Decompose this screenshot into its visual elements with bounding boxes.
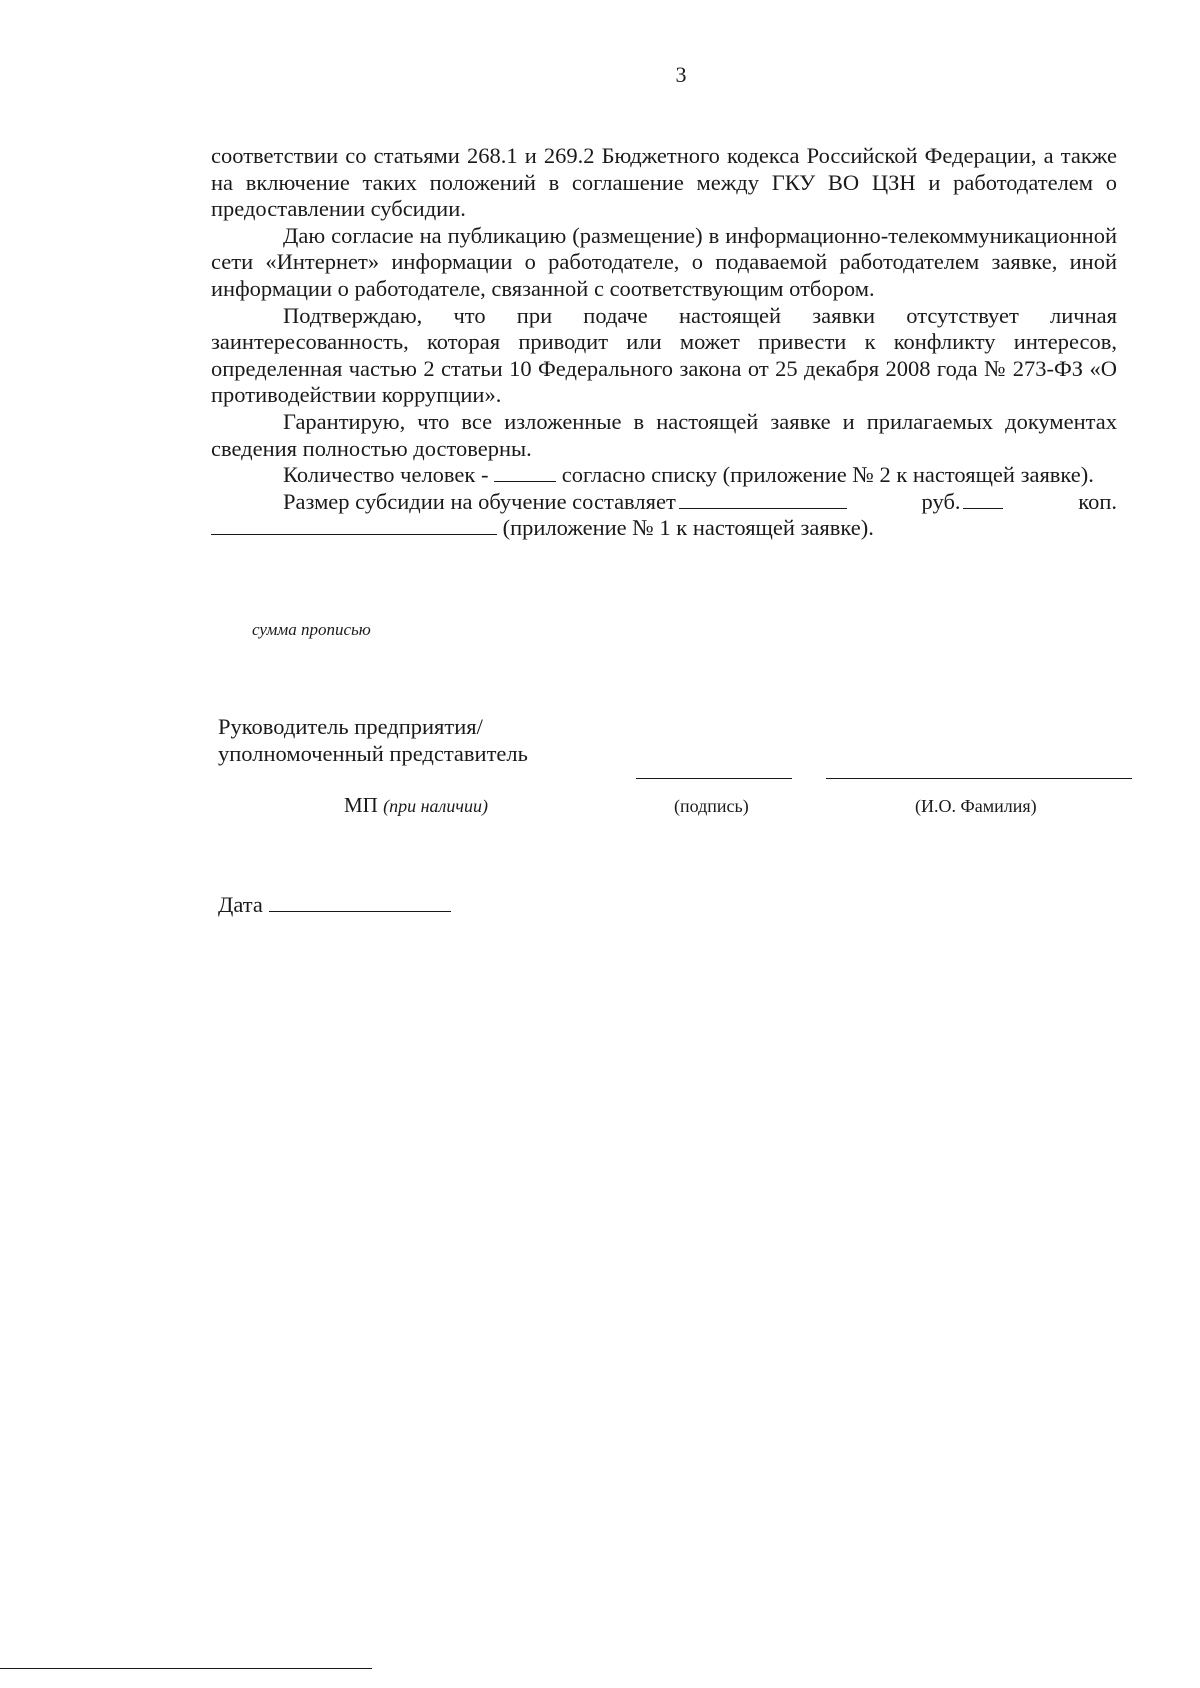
document-body <box>211 143 1117 542</box>
paragraph-guarantee: Гарантирую, что все изложенные в настоящей заявке и прилагаемых документах сведения полностью достоверны. <box>211 408 1117 461</box>
rubles-label: руб. <box>921 488 961 514</box>
date-blank[interactable] <box>269 893 451 912</box>
subsidy-amount-label: Размер субсидии на обучение составляет <box>283 488 676 514</box>
signer-title <box>218 713 528 767</box>
signature-line[interactable] <box>636 778 792 779</box>
headcount-label: Количество человек - <box>283 462 489 488</box>
signer-title-line1: Руководитель предприятия/ <box>218 714 483 739</box>
kopecks-label: коп. <box>1078 488 1117 514</box>
footer-divider <box>0 1668 372 1669</box>
stamp-abbrev: МП <box>344 793 378 817</box>
date-label: Дата <box>218 892 263 917</box>
paragraph-continuation: соответствии со статьями 268.1 и 269.2 Бюджетного кодекса Российской Федерации, а также на включение таких положений в соглашение между ГКУ ВО ЦЗН и работодателем о предоставлении субсидии. <box>211 143 1117 222</box>
signer-title-line2: уполномоченный представитель <box>218 741 528 766</box>
amount-in-words-blank[interactable] <box>211 516 497 535</box>
date-row <box>218 892 451 918</box>
rubles-blank[interactable] <box>679 490 847 509</box>
full-name-caption: (И.О. Фамилия) <box>915 796 1037 816</box>
paragraph-no-conflict: Подтверждаю, что при подаче настоящей заявки отсутствует личная заинтересованность, которая приводит или может привести к конфликту интересов, определенная частью 2 статьи 10 Федерального закона от 25 декабря 2008 года № 273-ФЗ «О противодействии коррупции». <box>211 302 1117 408</box>
headcount-tail: согласно списку (приложение № 2 к настоящей заявке). <box>561 462 1094 488</box>
signature-caption: (подпись) <box>674 796 749 816</box>
kopecks-blank[interactable] <box>963 490 1003 509</box>
appendix-reference: (приложение № 1 к настоящей заявке). <box>502 515 874 541</box>
subsidy-words-line <box>211 515 1117 542</box>
paragraph-consent-publication: Даю согласие на публикацию (размещение) в информационно-телекоммуникационной сети «Интернет» информации о работодателе, о подаваемой работодателем заявке, иной информации о работодателе, связанной с соответствующим отбором. <box>211 222 1117 301</box>
stamp-note: (при наличии) <box>383 796 488 816</box>
page-number: 3 <box>675 62 687 87</box>
stamp-label <box>344 793 488 818</box>
amount-in-words-caption: сумма прописью <box>252 620 371 639</box>
subsidy-amount-line <box>211 489 1117 516</box>
full-name-line[interactable] <box>826 778 1132 779</box>
paragraph-headcount <box>211 462 1117 489</box>
headcount-blank[interactable] <box>494 463 556 482</box>
